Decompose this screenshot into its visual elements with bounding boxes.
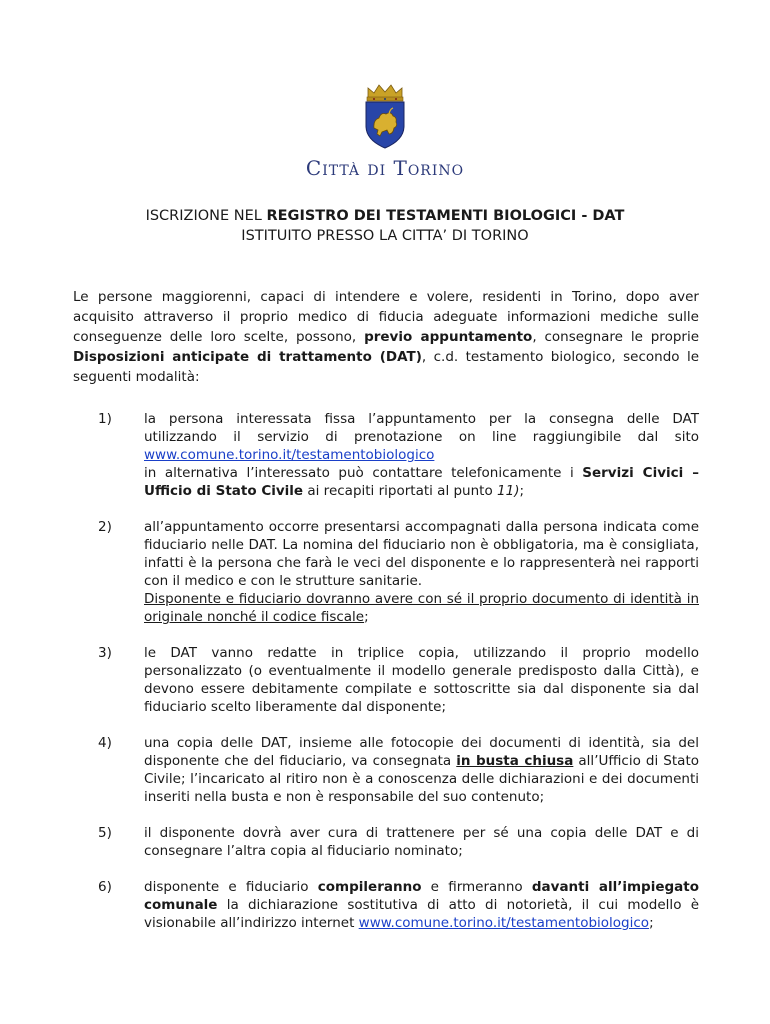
title-line-1: ISCRIZIONE NEL REGISTRO DEI TESTAMENTI BIOLOGICI - DAT bbox=[145, 208, 625, 224]
city-name: Città di Torino bbox=[305, 156, 465, 180]
title-bold: REGISTRO DEI TESTAMENTI BIOLOGICI - DAT bbox=[266, 208, 625, 224]
title-line-2: ISTITUITO PRESSO LA CITTA’ DI TORINO bbox=[241, 228, 529, 244]
list-item-5: 5) il disponente dovrà aver cura di trattenere per sé una copia delle DAT e di consegnare l’altra copia al fiduciario nominato; bbox=[98, 825, 699, 859]
procedure-list bbox=[73, 410, 699, 932]
list-item-1: 1) la persona interessata fissa l’appuntamento per la consegna delle DAT utilizzando il servizio di prenotazione on line raggiungibile dal sito www.comune.torino.it/testamentobiologico in alternativa l’interessato può contattare telefonicamente i Servizi Civici – Ufficio di Stato Civile ai recapiti riportati al punto 11); bbox=[98, 411, 699, 499]
list-item-2: 2) all’appuntamento occorre presentarsi accompagnati dalla persona indicata come fiduciario nelle DAT. La nomina del fiduciario non è obbligatoria, ma è consigliata, infatti è la persona che farà le veci del disponente e lo rappresenterà nei rapporti con il medico e con le strutture sanitarie. Disponente e fiduciario dovranno avere con sé il proprio documento di identità in originale nonché il codice fiscale; bbox=[98, 519, 699, 625]
booking-link[interactable]: www.comune.torino.it/testamentobiologico bbox=[144, 447, 435, 463]
header bbox=[0, 84, 770, 180]
intro-paragraph: Le persone maggiorenni, capaci di intendere e volere, residenti in Torino, dopo aver acquisito attraverso il proprio medico di fiducia adeguate informazioni mediche sulle conseguenze delle loro scelte, possono, previo appuntamento, consegnare le proprie Disposizioni anticipate di trattamento (DAT), c.d. testamento biologico, secondo le seguenti modalità: bbox=[73, 289, 700, 385]
list-item-4: 4) una copia delle DAT, insieme alle fotocopie dei documenti di identità, sia del disponente che del fiduciario, va consegnata in busta chiusa all’Ufficio di Stato Civile; l’incaricato al ritiro non è a conoscenza delle dichiarazioni e dei documenti inseriti nella busta e non è responsabile del suo contenuto; bbox=[98, 735, 699, 805]
list-item-3: 3) le DAT vanno redatte in triplice copia, utilizzando il proprio modello personalizzato (o eventualmente il modello generale predisposto dalla Città), e devono essere debitamente compilate e sottoscritte sia dal disponente sia dal fiduciario scelto liberamente dal disponente; bbox=[98, 645, 699, 715]
document-title bbox=[0, 206, 770, 246]
info-link[interactable]: www.comune.torino.it/testamentobiologico bbox=[358, 915, 650, 931]
list-item-6: 6) disponente e fiduciario compileranno e firmeranno davanti all’impiegato comunale la dichiarazione sostitutiva di atto di notorietà, il cui modello è visionabile all’indirizzo internet www.comune.torino.it/testamentobiologico; bbox=[98, 879, 700, 931]
city-crest-icon bbox=[360, 84, 410, 150]
